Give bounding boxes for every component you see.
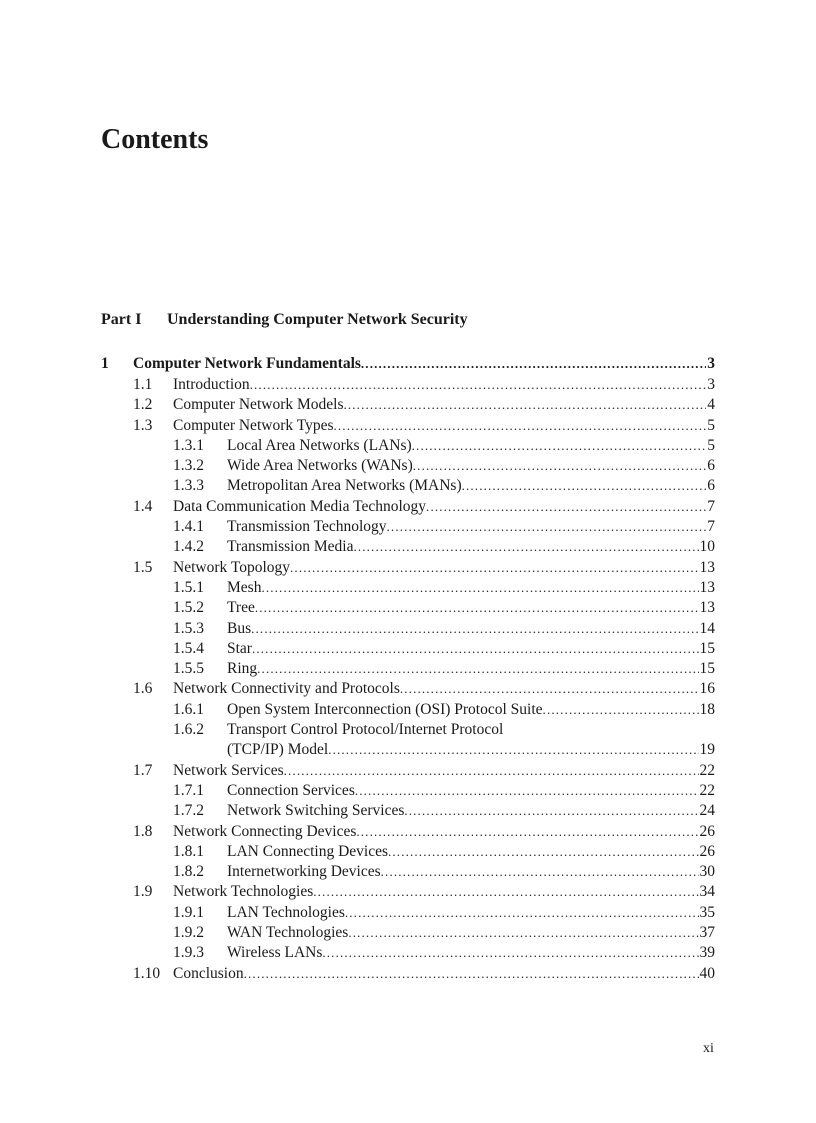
dot-leader [388,842,699,862]
toc-entry-number: 1.5.4 [173,639,204,657]
toc-entry-number: 1.8.2 [173,863,204,881]
toc-entry-body [227,639,715,659]
dot-leader [361,354,706,374]
toc-entry-page: 16 [699,680,715,698]
toc-entry[interactable] [101,882,715,902]
toc-entry[interactable] [101,395,715,415]
page-title: Contents [101,124,209,155]
toc-entry-page: 37 [699,924,715,942]
toc-entry-number: 1.4.2 [173,538,204,556]
toc-entry[interactable] [101,700,715,720]
toc-entry-page: 3 [707,376,715,393]
part-title: Understanding Computer Network Security [167,311,468,328]
toc-entry-body [227,619,715,639]
toc-entry-title: Metropolitan Area Networks (MANs) [227,477,462,495]
toc-entry-body [227,578,715,598]
toc-entry-number: 1.5.2 [173,599,204,617]
toc-entry-title: Network Switching Services [227,802,405,820]
toc-entry-number: 1.5.3 [173,619,204,637]
toc-entry[interactable] [101,964,715,984]
toc-entry-page: 13 [699,578,715,596]
toc-entry[interactable] [101,456,715,476]
toc-entry-body [173,761,715,781]
dot-leader [255,598,699,618]
toc-entry-title: Connection Services [227,781,355,799]
toc-entry-page: 5 [707,416,715,434]
toc-entry-page: 26 [699,822,715,840]
toc-entry-body [173,395,715,415]
toc-entry-number: 1.10 [133,964,161,982]
toc-entry-page: 6 [707,477,715,495]
toc-entry-body [227,537,715,557]
toc-entry-page: 5 [707,436,715,454]
toc-entry-title: Mesh [227,578,262,596]
dot-leader [322,943,698,963]
toc-entry-title: (TCP/IP) Model [227,741,329,759]
toc-entry[interactable] [101,416,715,436]
dot-leader [426,497,706,517]
toc-entry[interactable] [101,619,715,639]
toc-entry[interactable] [101,842,715,862]
dot-leader [400,679,699,699]
toc-entry-body [227,700,715,720]
toc-entry-body [173,964,715,984]
toc-entry-title: Network Technologies [173,883,314,901]
toc-entry-body [227,903,715,923]
toc-entry-title: Network Connectivity and Protocols [173,680,400,698]
toc-entry-page: 4 [707,396,715,414]
toc-entry-number: 1.6.2 [173,721,204,739]
toc-entry[interactable] [101,740,715,760]
dot-leader [348,923,698,943]
toc-entry-page: 34 [699,883,715,901]
toc-entry-title: Ring [227,660,258,678]
toc-entry-body [173,882,715,902]
toc-entry-number: 1.1 [133,376,153,393]
toc-entry-page: 3 [707,355,715,372]
toc-entry-body [173,497,715,517]
toc-entry-number: 1.9.1 [173,903,204,921]
toc-entry[interactable] [101,659,715,679]
toc-entry-number: 1.3.1 [173,436,204,454]
toc-entry-page [503,721,504,738]
toc-entry[interactable] [101,943,715,963]
dot-leader [462,476,707,496]
toc-entry-number: 1.6 [133,680,153,698]
toc-entry-body [227,436,715,456]
toc-entry-number: 1.9 [133,883,153,901]
part-heading [101,311,468,329]
toc-entry-title: LAN Connecting Devices [227,842,388,860]
toc-entry[interactable] [101,558,715,578]
toc-entry-number: 1.2 [133,396,153,414]
toc-entry-number: 1.5.1 [173,578,204,596]
toc-entry-page: 26 [699,842,715,860]
toc-entry[interactable] [101,375,715,395]
toc-entry-page: 35 [699,903,715,921]
toc-entry-title: Wireless LANs [227,944,323,962]
toc-entry[interactable] [101,497,715,517]
dot-leader [261,578,698,598]
toc-entry-number: 1.9.3 [173,944,204,962]
dot-leader [345,903,699,923]
toc-entry[interactable] [101,436,715,456]
dot-leader [250,375,707,395]
toc-entry-number: 1.3 [133,416,153,434]
toc-entry-number: 1.3.2 [173,457,204,475]
toc-entry[interactable] [101,720,715,740]
toc-entry-title: Transmission Technology [227,518,387,536]
toc-entry-body [133,354,715,374]
toc-entry-title: Bus [227,619,252,637]
toc-entry[interactable] [101,354,715,375]
toc-entry[interactable] [101,761,715,781]
toc-entry-title: Local Area Networks (LANs) [227,436,412,454]
toc-entry[interactable] [101,679,715,699]
table-of-contents [101,354,715,984]
toc-entry-title: Transmission Media [227,538,354,556]
toc-entry-title: Open System Interconnection (OSI) Protocol Suite [227,700,543,718]
dot-leader [543,700,699,720]
toc-entry-title: Introduction [173,376,250,393]
toc-entry-page: 13 [699,558,715,576]
toc-entry-page: 15 [699,639,715,657]
dot-leader [252,639,699,659]
dot-leader [244,964,699,984]
toc-entry[interactable] [101,476,715,496]
toc-entry[interactable] [101,903,715,923]
toc-entry-number: 1.7 [133,761,153,779]
dot-leader [387,517,707,537]
toc-entry-number: 1.5 [133,558,153,576]
toc-entry-body [227,598,715,618]
toc-entry-title: Computer Network Types [173,416,334,434]
toc-entry-body [227,720,715,740]
toc-entry-body [227,781,715,801]
toc-entry-body [173,679,715,699]
toc-entry[interactable] [101,801,715,821]
toc-entry[interactable] [101,639,715,659]
toc-entry-page: 6 [707,457,715,475]
toc-entry-page: 39 [699,944,715,962]
toc-entry-body [227,476,715,496]
toc-entry-title: Computer Network Models [173,396,344,414]
page-number: xi [703,1041,714,1056]
dot-leader [343,395,706,415]
toc-entry-body [227,517,715,537]
toc-entry-title: Computer Network Fundamentals [133,355,361,372]
toc-entry-title: Network Topology [173,558,291,576]
toc-entry[interactable] [101,517,715,537]
toc-entry-title: Data Communication Media Technology [173,497,427,515]
toc-entry-title: Wide Area Networks (WANs) [227,457,413,475]
toc-entry-page: 10 [699,538,715,556]
toc-entry[interactable] [101,598,715,618]
toc-entry-body [227,801,715,821]
dot-leader [404,801,698,821]
toc-entry-page: 14 [699,619,715,637]
part-number: Part I [101,311,142,328]
toc-entry-page: 7 [707,518,715,536]
toc-entry-number: 1 [101,355,109,372]
toc-entry-body [227,862,715,882]
dot-leader [257,659,698,679]
toc-entry-title: Network Connecting Devices [173,822,357,840]
toc-entry-title: LAN Technologies [227,903,345,921]
toc-entry[interactable] [101,923,715,943]
toc-entry[interactable] [101,578,715,598]
toc-entry-title: WAN Technologies [227,924,349,942]
toc-entry-title: Tree [227,599,255,617]
toc-entry-body [173,416,715,436]
toc-entry-body [227,740,715,760]
toc-entry-page: 19 [699,741,715,759]
dot-leader [328,740,698,760]
dot-leader [251,619,698,639]
toc-entry-number: 1.4 [133,497,153,515]
toc-entry[interactable] [101,862,715,882]
toc-entry-page: 18 [699,700,715,718]
toc-entry-title: Network Services [173,761,284,779]
toc-entry-page: 7 [707,497,715,515]
toc-entry-title: Conclusion [173,964,244,982]
toc-entry-number: 1.6.1 [173,700,204,718]
dot-leader [355,781,699,801]
toc-entry-title: Transport Control Protocol/Internet Protocol [227,721,504,739]
dot-leader [290,558,698,578]
toc-entry-page: 22 [699,781,715,799]
toc-entry-page: 30 [699,863,715,881]
toc-entry-body [227,923,715,943]
toc-entry-number: 1.5.5 [173,660,204,678]
toc-entry-body [227,943,715,963]
toc-entry-number: 1.9.2 [173,924,204,942]
toc-entry[interactable] [101,781,715,801]
toc-entry-page: 13 [699,599,715,617]
toc-entry-body [227,456,715,476]
toc-entry-number: 1.7.1 [173,781,204,799]
toc-entry-page: 24 [699,802,715,820]
toc-entry-title: Internetworking Devices [227,863,381,881]
toc-entry-number: 1.7.2 [173,802,204,820]
toc-entry-page: 40 [699,964,715,982]
toc-entry-body [173,822,715,842]
toc-entry-number: 1.8.1 [173,842,204,860]
toc-entry-page: 15 [699,660,715,678]
toc-entry-body [227,842,715,862]
toc-entry-number: 1.3.3 [173,477,204,495]
dot-leader [356,822,698,842]
dot-leader [413,456,706,476]
toc-entry-number: 1.4.1 [173,518,204,536]
toc-entry-number: 1.8 [133,822,153,840]
toc-entry-body [173,558,715,578]
toc-entry[interactable] [101,822,715,842]
dot-leader [334,416,707,436]
dot-leader [284,761,699,781]
toc-entry[interactable] [101,537,715,557]
toc-entry-page: 22 [699,761,715,779]
dot-leader [381,862,699,882]
dot-leader [412,436,707,456]
dot-leader [313,882,698,902]
toc-entry-body [173,375,715,395]
dot-leader [353,537,698,557]
toc-entry-body [227,659,715,679]
toc-entry-title: Star [227,639,252,657]
